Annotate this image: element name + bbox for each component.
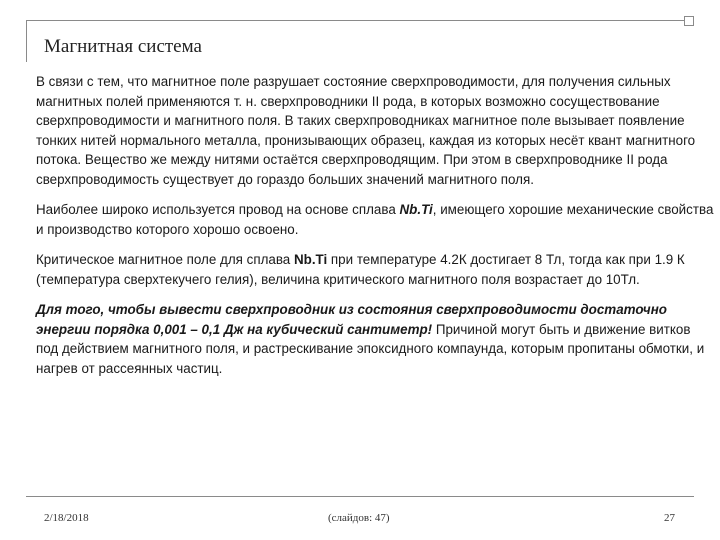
p4-text-end: Причиной могут быть и движение витков под действием магнитного поля, и растрескивание эпоксидного компаунда, которым пропитаны обмотки, и нагрев от рассеянных частиц.	[36, 321, 705, 376]
footer-date: 2/18/2018	[44, 512, 89, 524]
corner-square-marker	[684, 16, 694, 26]
paragraph-type-ii-superconductors: В связи с тем, что магнитное поле разрушает состояние сверхпроводимости, для получения сильных магнитных полей применяются т. н. сверхпроводники II рода, в которых возможно сосуществование сверхпроводимости и магнитного поля. В таких сверхпроводниках магнитное поле вызывает появление тонких нитей нормального металла, пронизывающих образец, каждая из которых несёт квант магнитного потока. Вещество же между нитями остаётся сверхпроводящим. При этом в сверхпроводнике II рода сверхпроводимость существует до гораздо больших значений магнитного поля.	[36, 74, 696, 187]
p2-text-start: Наиболее широко используется провод на основе сплава	[36, 202, 400, 217]
footer-page-number: 27	[664, 512, 675, 524]
p3-text-start: Критическое магнитное поле для сплава	[36, 252, 294, 267]
slide-content	[36, 72, 716, 389]
p3-text-end: при температуре 4.2К достигает 8 Тл, тогда как при 1.9 К (температура сверхтекучего гелия), величина критического магнитного поля возрастает до 10Тл.	[36, 252, 685, 287]
p2-text-end: , имеющего хорошие механические свойства и производство которого хорошо освоено.	[36, 202, 714, 237]
p4-emphasis: Для того, чтобы вывести сверхпроводник из состояния сверхпроводимости достаточно энергии порядка 0,001 – 0,1 Дж на кубический сантиметр!	[36, 302, 667, 337]
p2-nbti-term: Nb.Ti	[399, 202, 433, 217]
top-border-line	[26, 20, 694, 21]
left-border-line	[26, 20, 27, 62]
slide-title: Магнитная система	[44, 36, 202, 57]
paragraph-critical-field	[36, 250, 716, 289]
p3-nbti-term: Nb.Ti	[293, 252, 328, 267]
footer-divider	[26, 496, 694, 497]
footer-slide-count: (слайдов: 47)	[328, 512, 390, 524]
paragraph-quench-energy	[36, 300, 716, 378]
paragraph-nbti-wire	[36, 200, 716, 239]
